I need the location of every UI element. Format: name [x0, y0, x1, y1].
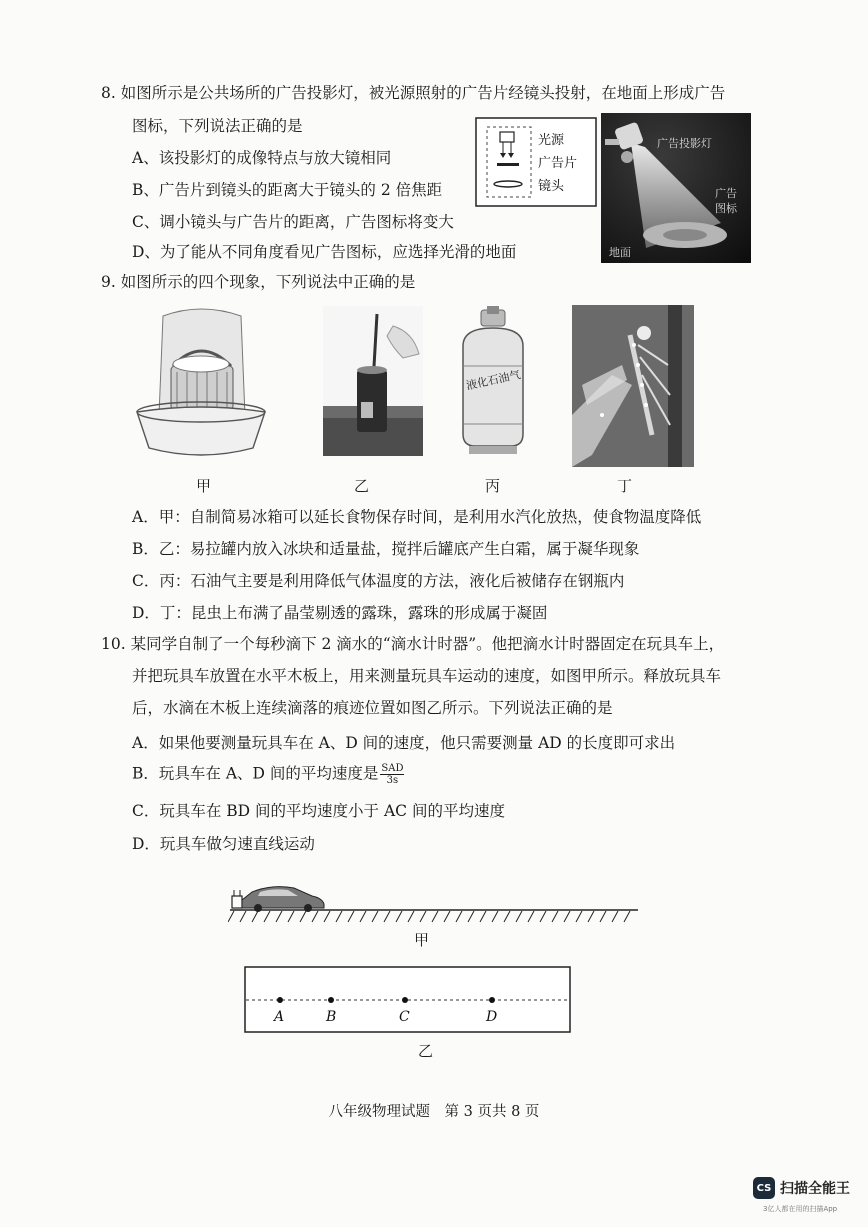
q10-stem-text-1: 某同学自制了一个每秒滴下 2 滴水的“滴水计时器”。他把滴水计时器固定在玩具车上，	[130, 635, 725, 653]
label-ad-2: 图标	[715, 202, 737, 215]
q9-stem-text: 如图所示的四个现象，下列说法中正确的是	[120, 273, 416, 291]
q10-option-b	[132, 763, 404, 786]
q8-stem-text: 如图所示是公共场所的广告投影灯，被光源照射的广告片经镜头投射，在地面上形成广告	[120, 84, 726, 102]
q9-stem-line	[101, 272, 415, 292]
caption-ding: 丁	[617, 477, 633, 495]
fraction-denominator: 3s	[386, 775, 399, 786]
simple-fridge-figure	[133, 306, 269, 468]
drip-point-a	[277, 997, 283, 1003]
gas-cylinder-figure	[453, 306, 533, 456]
caption-fig-jia: 甲	[414, 931, 430, 949]
page-footer: 八年级物理试题 第 3 页共 8 页	[328, 1104, 540, 1120]
dew-insect-figure	[572, 305, 694, 467]
q8-stem-line1	[101, 83, 725, 103]
q10-option-b-text: B．玩具车在 A、D 间的平均速度是	[132, 764, 379, 783]
projector-lamp-photo	[601, 113, 751, 263]
label-lens: 镜头	[538, 179, 565, 194]
label-point-a: A	[274, 1009, 285, 1025]
q8-number: 8.	[101, 84, 116, 102]
camscanner-tagline: 3亿人都在用的扫描App	[763, 1205, 838, 1213]
q9-option-a: A．甲：自制简易冰箱可以延长食物保存时间，是利用水汽化放热，使食物温度降低	[132, 508, 702, 526]
q10-option-c: C．玩具车在 BD 间的平均速度小于 AC 间的平均速度	[132, 802, 505, 820]
q9-option-d: D．丁：昆虫上布满了晶莹剔透的露珠，露珠的形成属于凝固	[132, 604, 548, 622]
fraction-numerator: SAD	[381, 763, 404, 774]
label-projector-lamp: 广告投影灯	[657, 137, 712, 150]
q8-stem-line2: 图标，下列说法正确的是	[132, 117, 303, 135]
q10-stem-line1	[101, 634, 724, 654]
drip-point-d	[489, 997, 495, 1003]
caption-fig-yi: 乙	[418, 1042, 434, 1060]
q10-option-d: D．玩具车做匀速直线运动	[132, 835, 315, 853]
q8-option-d: D、为了能从不同角度看见广告图标，应选择光滑的地面	[132, 243, 517, 261]
label-ad-1: 广告	[715, 187, 737, 200]
drip-point-c	[402, 997, 408, 1003]
drip-marks-figure	[244, 966, 572, 1034]
camscanner-logo-icon: CS	[753, 1177, 775, 1199]
toy-car-board-figure	[228, 880, 640, 928]
label-point-c: C	[399, 1009, 410, 1025]
q9-number: 9.	[101, 273, 116, 291]
q9-option-c: C．丙：石油气主要是利用降低气体温度的方法，液化后被储存在钢瓶内	[132, 572, 625, 590]
label-point-b: B	[326, 1009, 337, 1025]
basin	[137, 407, 265, 455]
q10-stem-line3: 后，水滴在木板上连续滴落的痕迹位置如图乙所示。下列说法正确的是	[132, 699, 613, 717]
label-ground: 地面	[609, 246, 631, 259]
can	[357, 370, 387, 432]
drip-timer	[232, 896, 242, 908]
q8-option-b: B、广告片到镜头的距离大于镜头的 2 倍焦距	[132, 181, 443, 199]
caption-yi: 乙	[354, 477, 370, 495]
q10-option-a: A．如果他要测量玩具车在 A、D 间的速度，他只需要测量 AD 的长度即可求出	[132, 734, 676, 752]
cylinder-label: 液化石油气	[465, 368, 522, 393]
speed-fraction	[380, 763, 404, 786]
q8-option-a: A、该投影灯的成像特点与放大镜相同	[132, 149, 392, 167]
q10-number: 10.	[101, 635, 126, 653]
label-point-d: D	[486, 1009, 498, 1025]
caption-bing: 丙	[485, 477, 501, 495]
label-film: 广告片	[538, 156, 578, 171]
projector-schematic-figure	[475, 117, 597, 207]
camscanner-name: 扫描全能王	[780, 1181, 850, 1197]
can-frost-figure	[323, 306, 423, 456]
label-light-source: 光源	[538, 133, 565, 148]
drip-point-b	[328, 997, 334, 1003]
caption-jia: 甲	[196, 477, 212, 495]
film-strip	[497, 163, 519, 166]
q9-option-b: B．乙：易拉罐内放入冰块和适量盐，搅拌后罐底产生白霜，属于凝华现象	[132, 540, 640, 558]
q8-option-c: C、调小镜头与广告片的距离，广告图标将变大	[132, 213, 454, 231]
q10-stem-line2: 并把玩具车放置在水平木板上，用来测量玩具车运动的速度，如图甲所示。释放玩具车	[132, 667, 722, 685]
scanner-watermark	[753, 1177, 850, 1199]
